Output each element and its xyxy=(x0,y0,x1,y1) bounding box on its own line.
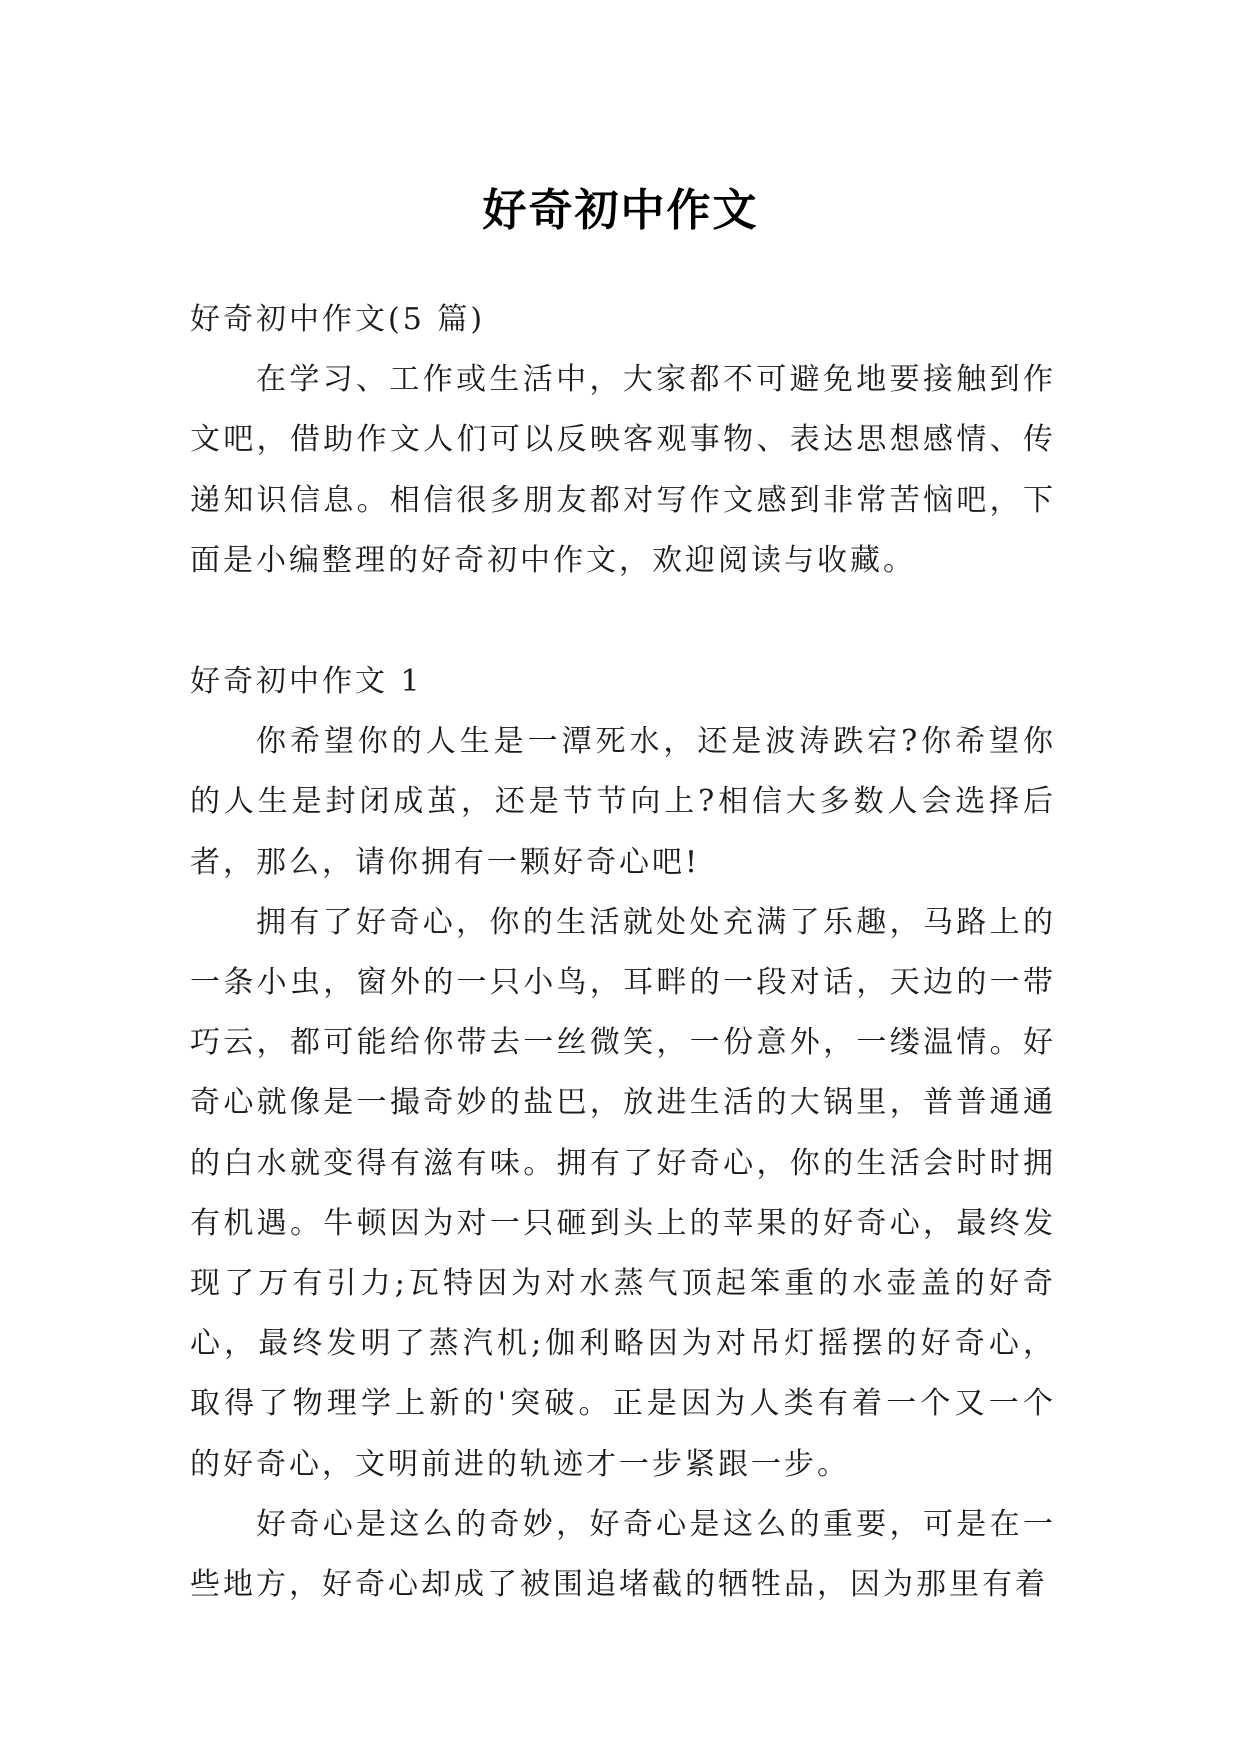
body-paragraph: 你希望你的人生是一潭死水，还是波涛跌宕?你希望你的人生是封闭成茧，还是节节向上?相信大多数人会选择后者，那么，请你拥有一颗好奇心吧! xyxy=(190,724,1056,880)
section-spacer xyxy=(190,591,1056,652)
document-subtitle: 好奇初中作文(5 篇) xyxy=(190,302,486,337)
section-heading: 好奇初中作文 1 xyxy=(190,664,423,700)
body-paragraph: 拥有了好奇心，你的生活就处处充满了乐趣，马路上的一条小虫，窗外的一只小鸟，耳畔的一段对话，天边的一带巧云，都可能给你带去一丝微笑，一份意外，一缕温情。好奇心就像是一撮奇妙的盐巴，放进生活的大锅里，普普通通的白水就变得有滋有味。拥有了好奇心，你的生活会时时拥有机遇。牛顿因为对一只砸到头上的苹果的好奇心，最终发现了万有引力;瓦特因为对水蒸气顶起笨重的水壶盖的好奇心，最终发明了蒸汽机;伽利略因为对吊灯摇摆的好奇心，取得了物理学上新的'突破。正是因为人类有着一个又一个的好奇心，文明前进的轨迹才一步紧跟一步。 xyxy=(190,904,1056,1482)
document-body xyxy=(190,290,1056,1615)
intro-paragraph: 在学习、工作或生活中，大家都不可避免地要接触到作文吧，借助作文人们可以反映客观事物、表达思想感情、传递知识信息。相信很多朋友都对写作文感到非常苦恼吧，下面是小编整理的好奇初中作文，欢迎阅读与收藏。 xyxy=(190,362,1056,578)
body-paragraph: 好奇心是这么的奇妙，好奇心是这么的重要，可是在一些地方，好奇心却成了被围追堵截的牺牲品，因为那里有着 xyxy=(190,1506,1056,1603)
document-title: 好奇初中作文 xyxy=(482,185,759,237)
